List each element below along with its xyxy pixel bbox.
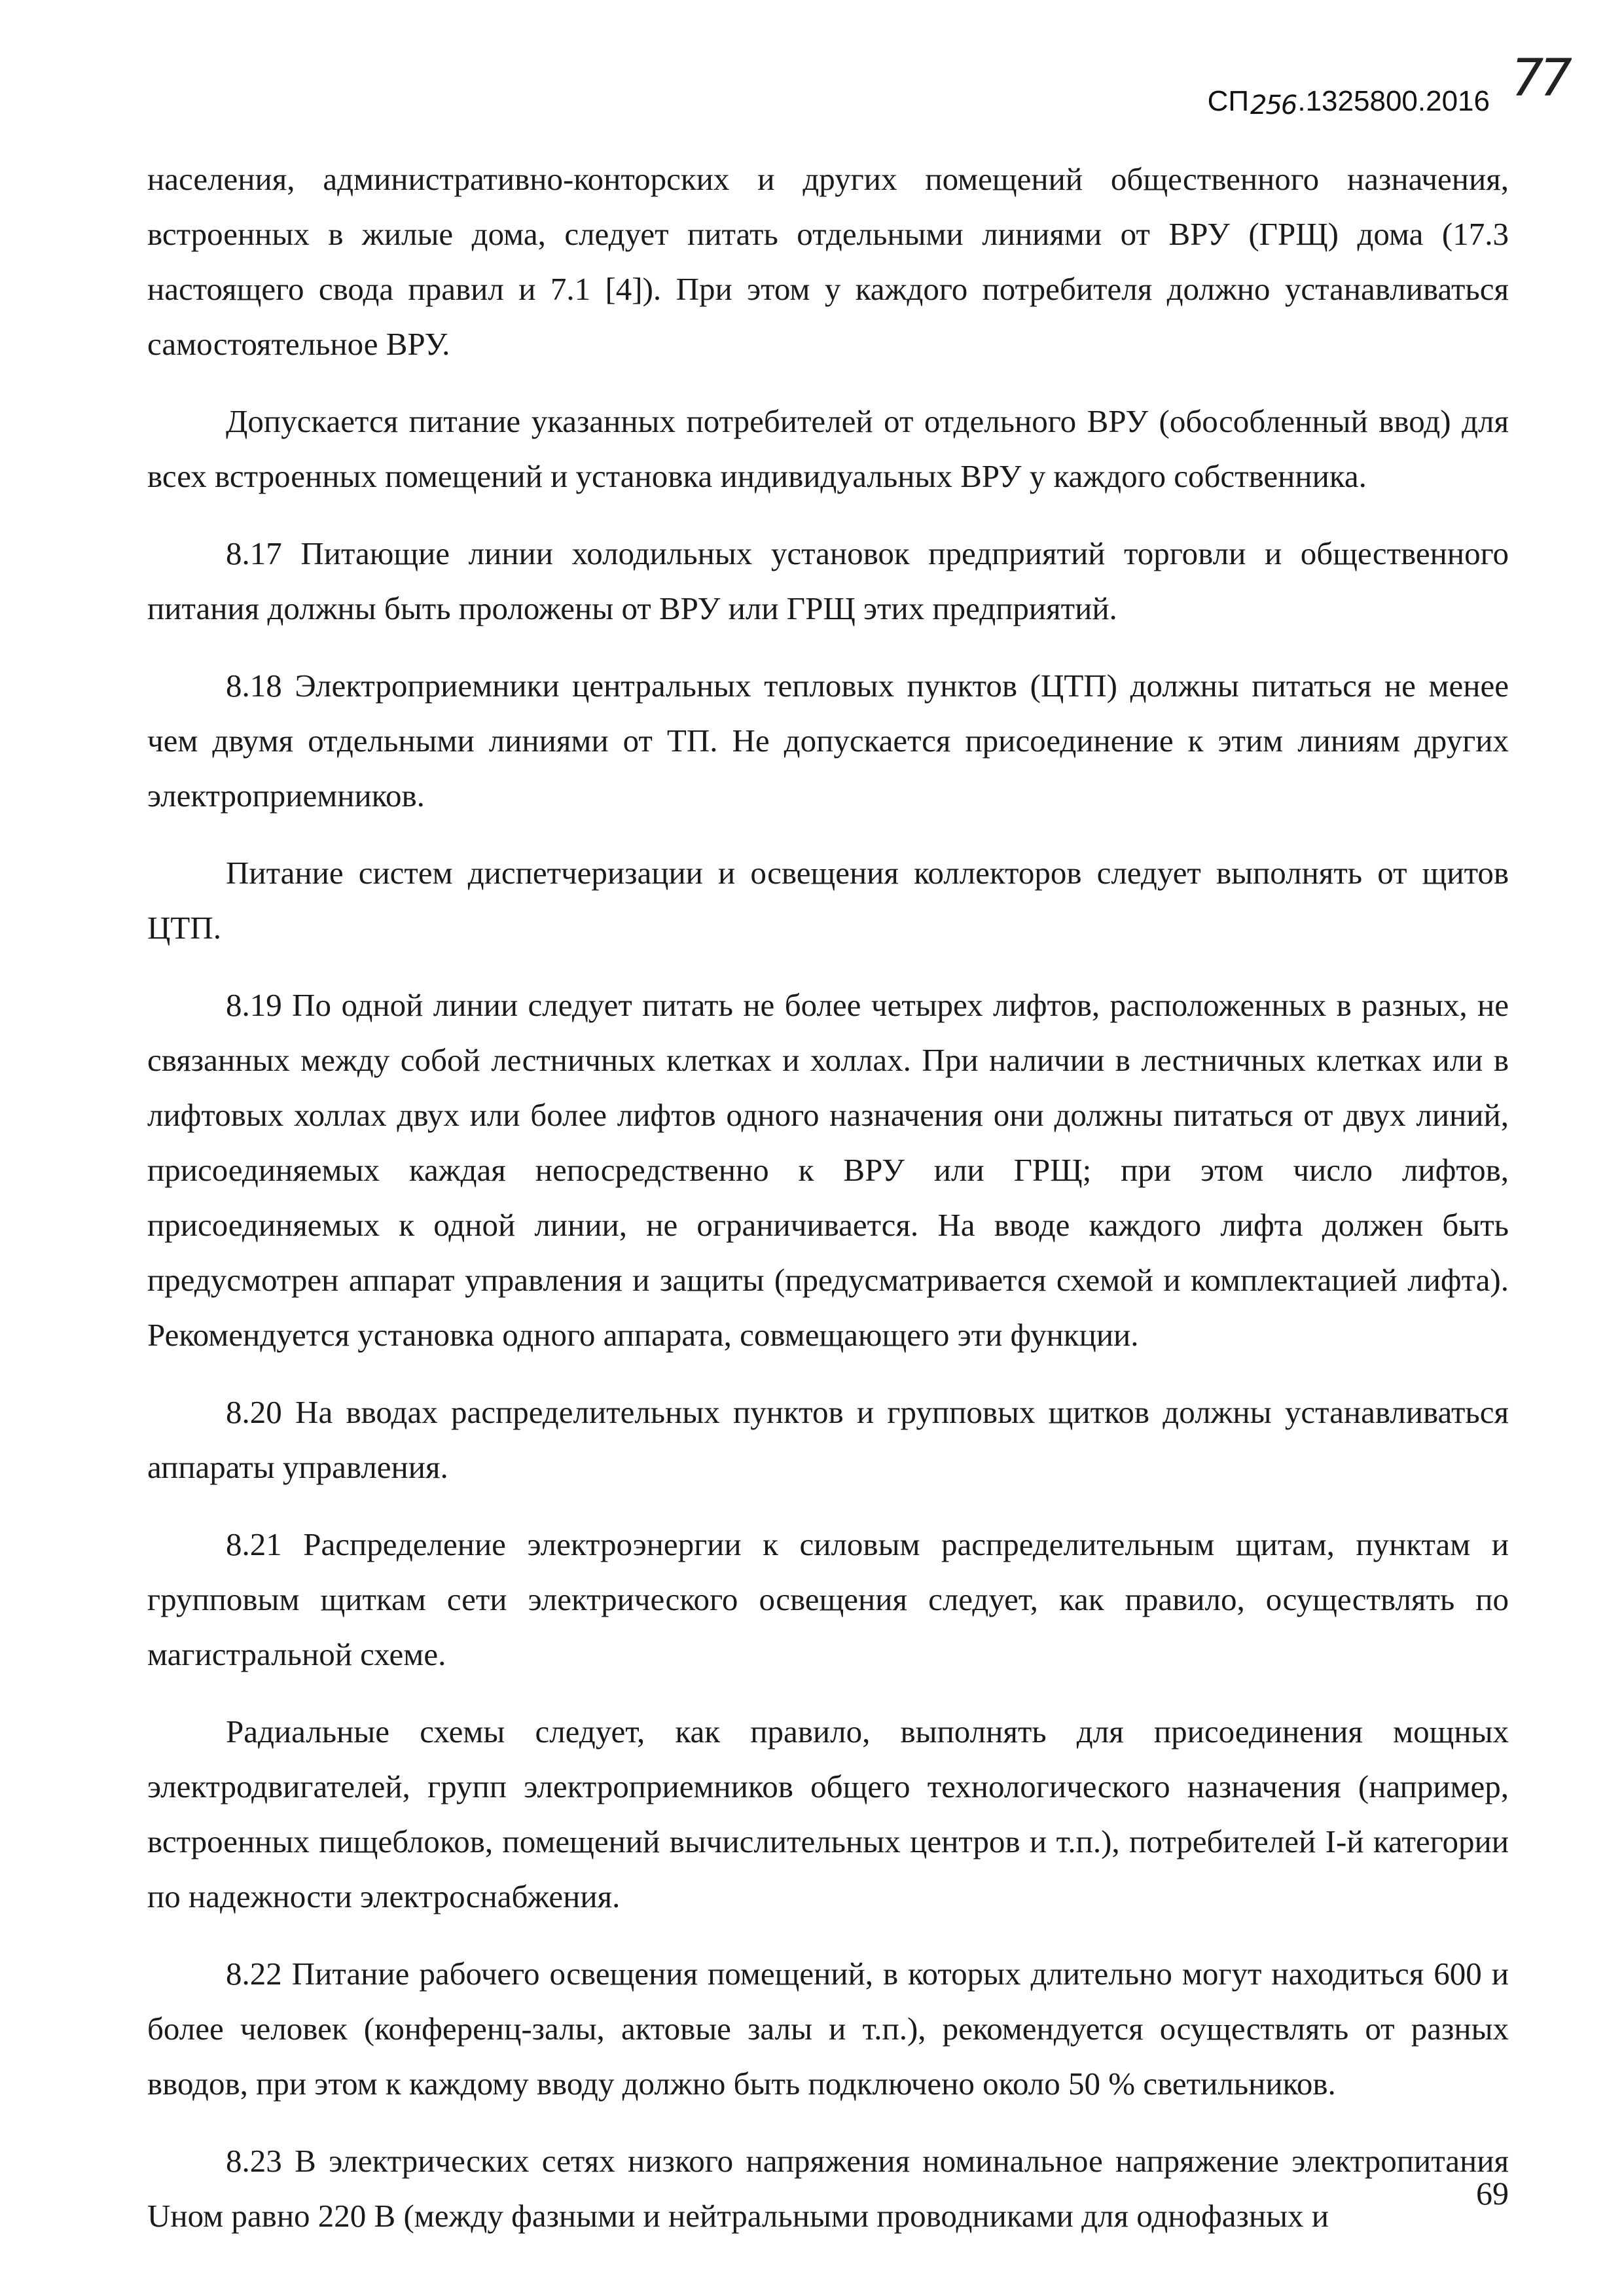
paragraph-8-18: 8.18 Электроприемники центральных тепловых пунктов (ЦТП) должны питаться не менее чем двумя отдельными линиями от ТП. Не допускается присоединение к этим линиям других электроприемников. — [147, 668, 1509, 814]
header-suffix: .1325800.2016 — [1297, 85, 1490, 117]
body-text — [147, 152, 1509, 2266]
paragraph-8-22: 8.22 Питание рабочего освещения помещений, в которых длительно могут находиться 600 и более человек (конференц-залы, актовые залы и т.п.), рекомендуется осуществлять от разных вводов, при этом к каждому вводу должно быть подключено около 50 % светильников. — [147, 1956, 1509, 2102]
header-handwritten-code: 256 — [1250, 90, 1297, 120]
paragraph-8-23: 8.23 В электрических сетях низкого напряжения номинальное напряжение электропитания Uном равно 220 В (между фазными и нейтральными проводниками для однофазных и — [147, 2143, 1509, 2234]
document-header — [1207, 49, 1568, 120]
paragraph-allowed-supply: Допускается питание указанных потребителей от отдельного ВРУ (обособленный ввод) для всех встроенных помещений и установка индивидуальных ВРУ у каждого собственника. — [147, 403, 1509, 494]
paragraph-8-21: 8.21 Распределение электроэнергии к силовым распределительным щитам, пунктам и групповым щиткам сети электрического освещения следует, как правило, осуществлять по магистральной схеме. — [147, 1526, 1509, 1672]
paragraph-8-17: 8.17 Питающие линии холодильных установок предприятий торговли и общественного питания должны быть проложены от ВРУ или ГРЩ этих предприятий. — [147, 535, 1509, 626]
paragraph-continuation: населения, административно-конторских и других помещений общественного назначения, встроенных в жилые дома, следует питать отдельными линиями от ВРУ (ГРЩ) дома (17.3 настоящего свода правил и 7.1 [4]). При этом у каждого потребителя должно устанавливаться самостоятельное ВРУ. — [147, 161, 1509, 362]
paragraph-8-19: 8.19 По одной линии следует питать не более четырех лифтов, расположенных в разных, не связанных между собой лестничных клетках и холлах. При наличии в лестничных клетках или в лифтовых холлах двух или более лифтов одного назначения они должны питаться от двух линий, присоединяемых каждая непосредственно к ВРУ или ГРЩ; при этом число лифтов, присоединяемых к одной линии, не ограничивается. На вводе каждого лифта должен быть предусмотрен аппарат управления и защиты (предусматривается схемой и комплектацией лифта). Рекомендуется установка одного аппарата, совмещающего эти функции. — [147, 987, 1509, 1353]
paragraph-radial-schemes: Радиальные схемы следует, как правило, выполнять для присоединения мощных электродвигателей, групп электроприемников общего технологического назначения (например, встроенных пищеблоков, помещений вычислительных центров и т.п.), потребителей I-й категории по надежности электроснабжения. — [147, 1713, 1509, 1914]
header-prefix: СП — [1207, 85, 1249, 117]
handwritten-page-mark: 77 — [1511, 49, 1568, 108]
paragraph-8-20: 8.20 На вводах распределительных пунктов и групповых щитков должны устанавливаться аппараты управления. — [147, 1394, 1509, 1485]
paragraph-dispatch-supply: Питание систем диспетчеризации и освещения коллекторов следует выполнять от щитов ЦТП. — [147, 855, 1509, 946]
page-number: 69 — [1476, 2175, 1509, 2212]
